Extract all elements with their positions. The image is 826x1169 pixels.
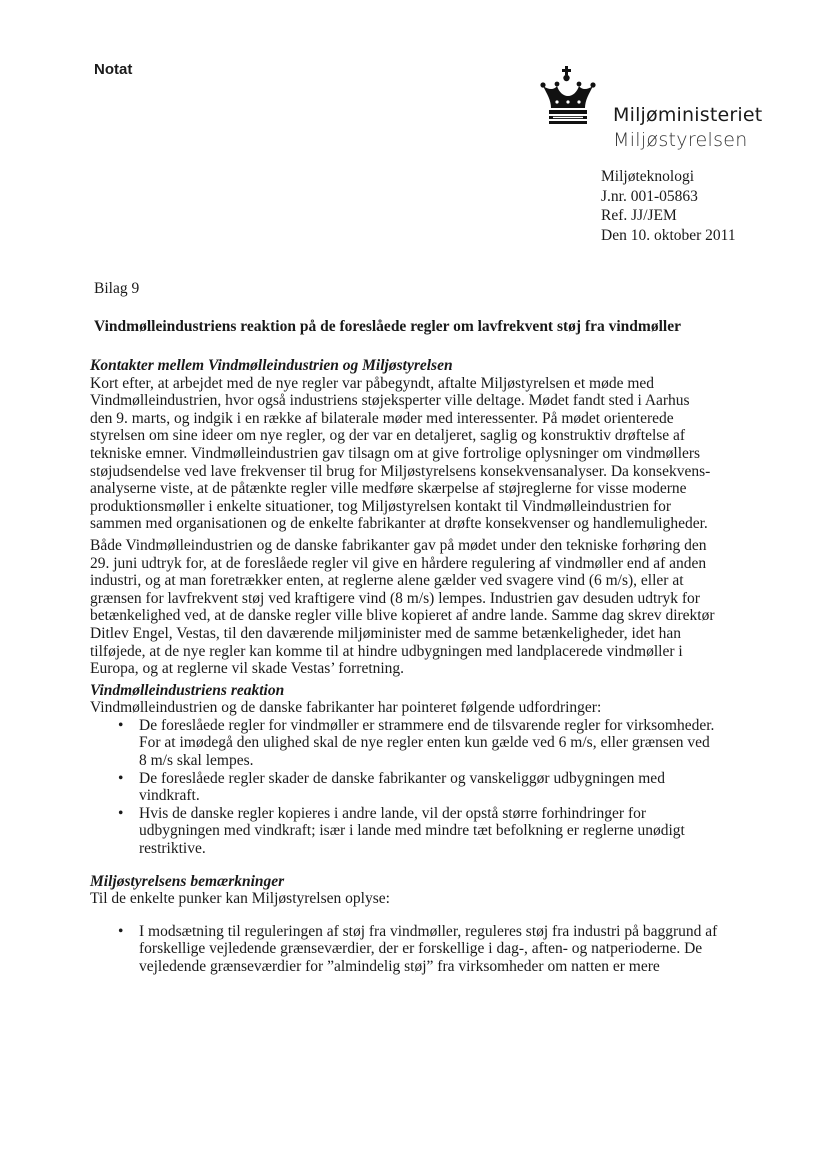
bullet-icon: • (118, 769, 124, 787)
journal-number-line: J.nr. 001-05863 (601, 187, 698, 205)
list-item: • De foreslåede regler skader de danske fabrikanter og vanskeliggør udbygningen med vindkraft. (118, 769, 665, 805)
document-type-label: Notat (94, 61, 133, 78)
list-item: • I modsætning til reguleringen af støj fra vindmøller, reguleres støj fra industri på baggrund af forskellige vejledende grænseværdier, der er forskellige i dag-, aften- og natperioderne. De vejledende grænseværdier for ”almindelig støj” fra virksomheder om natten er mere (118, 922, 718, 975)
ministry-name: Miljøministeriet (613, 104, 763, 126)
section-heading: Miljøstyrelsens bemærkninger (90, 872, 285, 890)
document-title: Vindmølleindustriens reaktion på de foreslåede regler om lavfrekvent støj fra vindmøller (94, 318, 681, 335)
section-heading: Vindmølleindustriens reaktion (90, 681, 285, 699)
date-line: Den 10. oktober 2011 (601, 226, 736, 244)
royal-crown-icon (537, 64, 599, 126)
paragraph: Kort efter, at arbejdet med de nye regler var påbegyndt, aftalte Miljøstyrelsen et møde med Vindmølleindustrien, hvor også industriens støjeksperter ville deltage. Mødet fandt sted i Aarhus den 9. marts, og indgik i en række af bilaterale møder med interessenter. På mødet orienterede styrelsen om sine ideer om nye regler, og der var en detaljeret, saglig og konstruktiv drøftelse af tekniske emner. Vindmølleindustrien gav tilsagn om at give fortrolige oplysninger om vindmøllers støjudsendelse ved lave frekvenser til brug for Miljøstyrelsens konsekvensanalyser. Da konsekvens- analyserne viste, at de påtænkte regler ville medføre skærpelse af støjreglerne for visse moderne produktionsmøller i enkelte situationer, tog Miljøstyrelsen kontakt til Vindmølleindustrien for sammen med organisationen og de enkelte fabrikanter at drøfte konsekvenser og handlemuligheder. (90, 374, 711, 533)
paragraph: Både Vindmølleindustrien og de danske fabrikanter gav på mødet under den tekniske forhøring den 29. juni udtryk for, at de foreslåede regler vil give en hårdere regulering af vindmøller end af anden industri, og at man foretrækker enten, at reglerne alene gælder ved svagere vind (6 m/s), eller at grænsen for lavfrekvent støj ved kraftigere vind (8 m/s) lempes. Industrien gav desuden udtryk for betænkelighed ved, at de danske regler ville blive kopieret af andre lande. Samme dag skrev direktør Ditlev Engel, Vestas, til den daværende miljøminister med de samme betænkeligheder, idet han tilføjede, at de nye regler kan komme til at hindre udbygningen med landplacerede vindmøller i Europa, og at reglerne vil skade Vestas’ forretning. (90, 536, 715, 678)
bullet-icon: • (118, 922, 124, 940)
document-body (90, 357, 760, 976)
bullet-icon: • (118, 804, 124, 822)
annex-label: Bilag 9 (94, 280, 140, 297)
bullet-list (90, 923, 760, 976)
list-item: • De foreslåede regler for vindmøller er strammere end de tilsvarende regler for virksomheder. For at imødegå den ulighed skal de nye regler enten kun gælde ved 6 m/s, eller grænsen ved 8 m/s skal lempes. (118, 716, 715, 770)
section-intro: Vindmølleindustrien og de danske fabrikanter har pointeret følgende udfordringer: (90, 699, 602, 717)
section-heading: Kontakter mellem Vindmølleindustrien og Miljøstyrelsen (90, 357, 453, 374)
reference-block (601, 167, 736, 245)
bullet-list (90, 717, 760, 858)
list-item: • Hvis de danske regler kopieres i andre lande, vil der opstå større forhindringer for udbygningen med vindkraft; især i lande med mindre tæt befolkning er reglerne unødigt restriktive. (118, 804, 685, 858)
section-intro: Til de enkelte punker kan Miljøstyrelsen oplyse: (90, 890, 390, 908)
agency-name: Miljøstyrelsen (613, 129, 748, 151)
bullet-icon: • (118, 716, 124, 734)
reference-line: Ref. JJ/JEM (601, 207, 677, 224)
department-line: Miljøteknologi (601, 168, 694, 185)
